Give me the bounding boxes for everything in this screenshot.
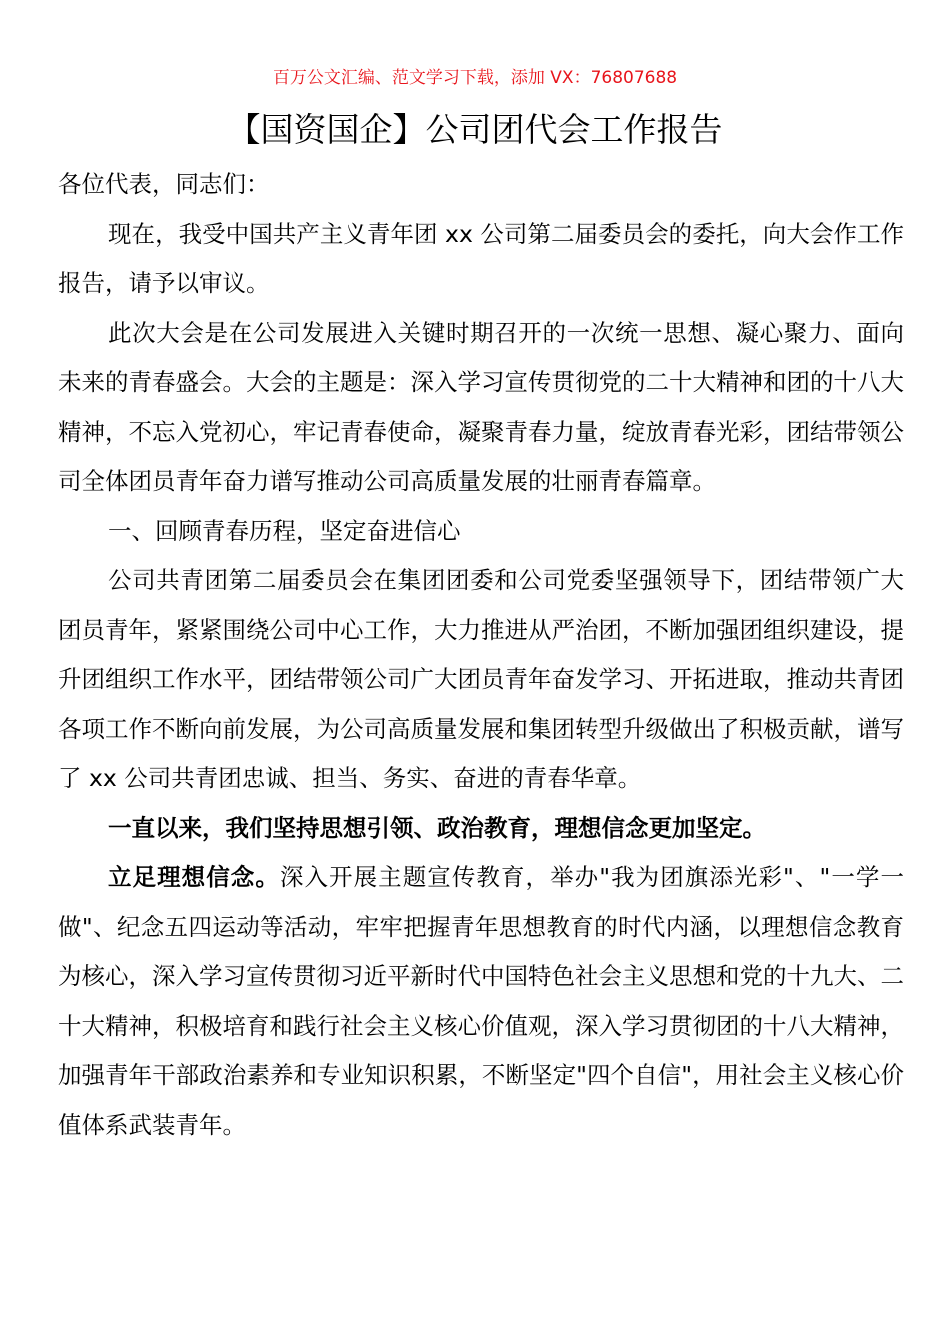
bold-heading: 一直以来，我们坚持思想引领、政治教育，理想信念更加坚定。 (108, 813, 766, 842)
document-body (58, 160, 904, 1150)
paragraph-4-text: 深入开展主题宣传教育，举办"我为团旗添光彩"、"一学一做"、纪念五四运动等活动，牢牢把握青年思想教育的时代内涵，以理想信念教育为核心，深入学习宣传贯彻习近平新时代中国特色社会主义思想和党的十九大、二十大精神，积极培育和践行社会主义核心价值观，深入学习贯彻团的十八大精神，加强青年干部政治素养和专业知识积累，不断坚定"四个自信"，用社会主义核心价值体系武装青年。 (58, 863, 904, 1139)
paragraph-2: 此次大会是在公司发展进入关键时期召开的一次统一思想、凝心聚力、面向未来的青春盛会。大会的主题是：深入学习宣传贯彻党的二十大精神和团的十八大精神，不忘入党初心，牢记青春使命，凝聚青春力量，绽放青春光彩，团结带领公司全体团员青年奋力谱写推动公司高质量发展的壮丽青春篇章。 (58, 318, 904, 495)
section-heading-1: 一、回顾青春历程，坚定奋进信心 (108, 516, 461, 545)
watermark-header: 百万公文汇编、范文学习下载，添加 VX：76807688 (272, 68, 678, 88)
page-title: 【国资国企】公司团代会工作报告 (227, 110, 723, 149)
paragraph-3: 公司共青团第二届委员会在集团团委和公司党委坚强领导下，团结带领广大团员青年，紧紧围绕公司中心工作，大力推进从严治团，不断加强团组织建设，提升团组织工作水平，团结带领公司广大团员青年奋发学习、开拓进取，推动共青团各项工作不断向前发展，为公司高质量发展和集团转型升级做出了积极贡献，谱写了 xx 公司共青团忠诚、担当、务实、奋进的青春华章。 (58, 566, 904, 792)
paragraph-1: 现在，我受中国共产主义青年团 xx 公司第二届委员会的委托，向大会作工作报告，请予以审议。 (58, 219, 904, 297)
salutation: 各位代表，同志们： (58, 170, 270, 198)
paragraph-4-lead: 立足理想信念。 (108, 863, 280, 891)
paragraph-4 (58, 853, 904, 1150)
